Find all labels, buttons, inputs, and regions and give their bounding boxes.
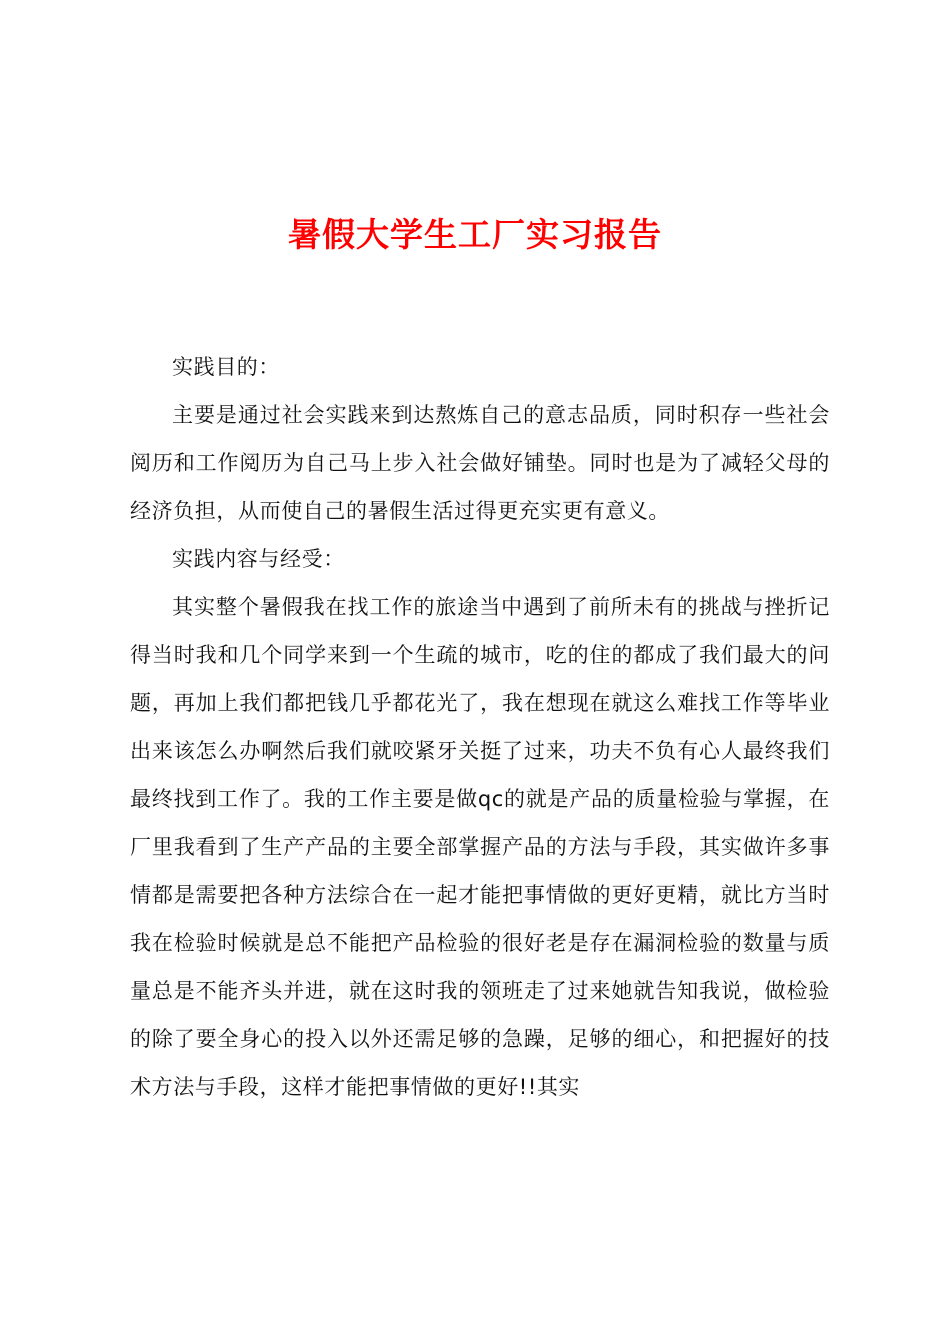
paragraph-practice-purpose-heading: 实践目的： <box>172 355 280 379</box>
document-title: 暑假大学生工厂实习报告 <box>288 215 662 254</box>
paragraph-practice-content: 其实整个暑假我在找工作的旅途当中遇到了前所未有的挑战与挫折记得当时我和几个同学来到一个生疏的城市，吃的住的都成了我们最大的问题，再加上我们都把钱几乎都花光了，我在想现在就这么难找工作等毕业出来该怎么办啊然后我们就咬紧牙关挺了过来，功夫不负有心人最终我们最终找到工作了。我的工作主要是做qc的就是产品的质量检验与掌握，在厂里我看到了生产产品的主要全部掌握产品的方法与手段，其实做许多事情都是需要把各种方法综合在一起才能把事情做的更好更精，就比方当时我在检验时候就是总不能把产品检验的很好老是存在漏洞检验的数量与质量总是不能齐头并进，就在这时我的领班走了过来她就告知我说，做检验的除了要全身心的投入以外还需足够的急躁，足够的细心，和把握好的技术方法与手段，这样才能把事情做的更好!!其实 <box>130 595 830 1099</box>
paragraph-practice-purpose: 主要是通过社会实践来到达熬炼自己的意志品质，同时积存一些社会阅历和工作阅历为自己马上步入社会做好铺垫。同时也是为了减轻父母的经济负担，从而使自己的暑假生活过得更充实更有意义。 <box>130 403 830 523</box>
paragraph-practice-content-heading: 实践内容与经受： <box>172 547 345 571</box>
document-body <box>130 343 830 1111</box>
